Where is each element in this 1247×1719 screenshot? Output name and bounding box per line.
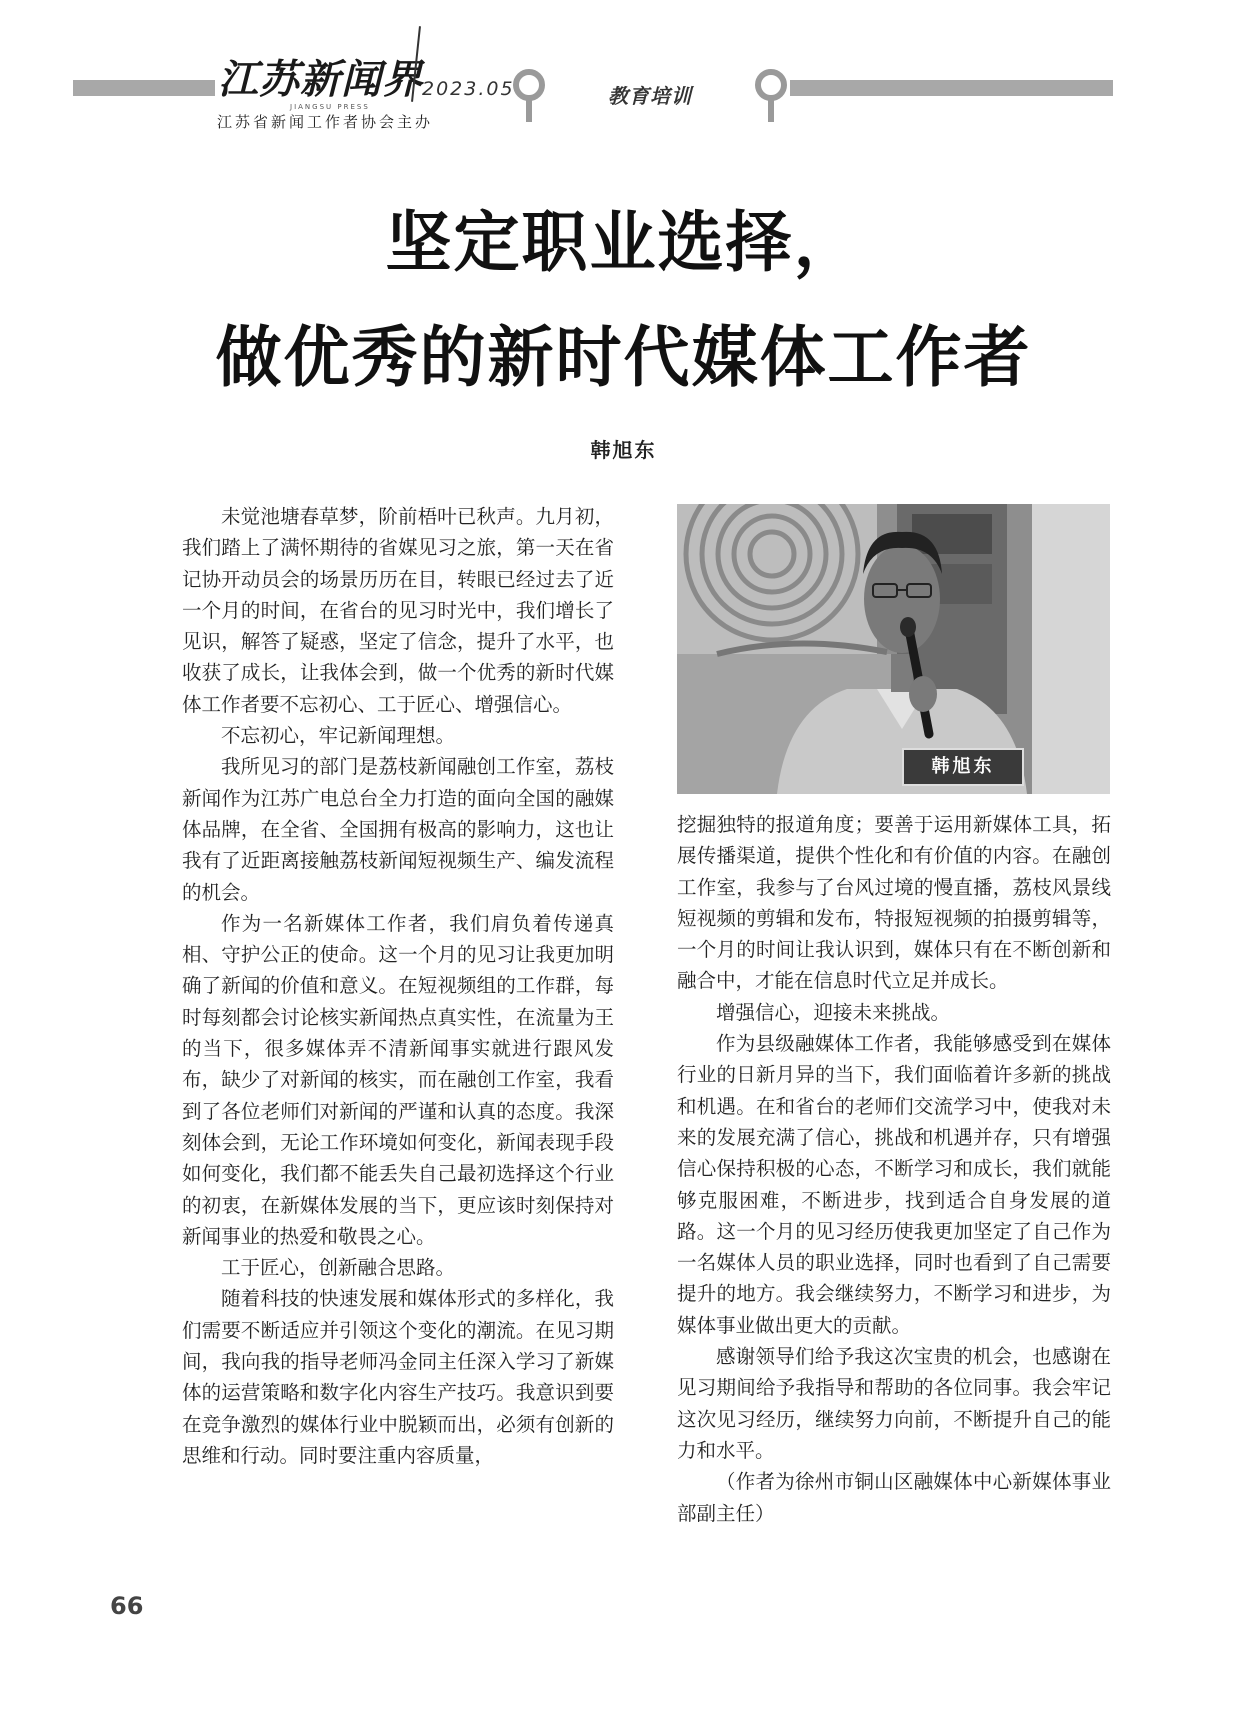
subheading: 工于匠心，创新融合思路。 — [221, 1256, 456, 1280]
subheading: 不忘初心，牢记新闻理想。 — [221, 724, 456, 748]
article-column-right — [677, 809, 1111, 1529]
paragraph: 感谢领导们给予我这次宝贵的机会，也感谢在见习期间给予我指导和帮助的各位同事。我会牢记这次见习经历，继续努力向前，不断提升自己的能力和水平。 — [677, 1345, 1111, 1462]
paragraph: 未觉池塘春草梦，阶前梧叶已秋声。九月初，我们踏上了满怀期待的省媒见习之旅，第一天在省记协开动员会的场景历历在目，转眼已经过去了近一个月的时间，在省台的见习时光中，我们增长了见识，解答了疑惑，坚定了信念，提升了水平，也收获了成长，让我体会到，做一个优秀的新时代媒体工作者要不忘初心、工于匠心、增强信心。 — [182, 505, 614, 716]
header-bar-right — [790, 80, 1113, 96]
author-note: （作者为徐州市铜山区融媒体中心新媒体事业部副主任） — [677, 1470, 1111, 1525]
magazine-logo: 江苏新闻界 — [218, 57, 423, 103]
issue-date: 2023.05 — [422, 78, 515, 100]
map-pin-icon — [512, 68, 546, 124]
map-pin-icon — [754, 68, 788, 124]
article-column-left — [182, 501, 614, 1471]
speaker-photo-illustration — [677, 504, 1110, 794]
article-author: 韩旭东 — [590, 438, 657, 462]
section-name: 教育培训 — [608, 84, 692, 108]
paragraph: 我所见习的部门是荔枝新闻融创工作室，荔枝新闻作为江苏广电总台全力打造的面向全国的融媒体品牌，在全省、全国拥有极高的影响力，这也让我有了近距离接触荔枝新闻短视频生产、编发流程的机会。 — [182, 755, 614, 904]
article-title-line1: 坚定职业选择， — [385, 204, 862, 281]
page-number: 66 — [110, 1592, 144, 1620]
paragraph-continued: 挖掘独特的报道角度；要善于运用新媒体工具，拓展传播渠道，提供个性化和有价值的内容。在融创工作室，我参与了台风过境的慢直播，荔枝风景线短视频的剪辑和发布，特报短视频的拍摄剪辑等，一个月的时间让我认识到，媒体只有在不断创新和融合中，才能在信息时代立足并成长。 — [677, 813, 1111, 993]
photo-nameplate: 韩旭东 — [902, 748, 1024, 786]
paragraph: 作为一名新媒体工作者，我们肩负着传递真相、守护公正的使命。这一个月的见习让我更加明确了新闻的价值和意义。在短视频组的工作群，每时每刻都会讨论核实新闻热点真实性，在流量为王的当下，很多媒体弄不清新闻事实就进行跟风发布，缺少了对新闻的核实，而在融创工作室，我看到了各位老师们对新闻的严谨和认真的态度。我深刻体会到，无论工作环境如何变化，新闻表现手段如何变化，我们都不能丢失自己最初选择这个行业的初衷，在新媒体发展的当下，更应该时刻保持对新闻事业的热爱和敬畏之心。 — [182, 911, 614, 1248]
author-photo — [677, 504, 1110, 794]
subheading: 增强信心，迎接未来挑战。 — [716, 1000, 951, 1024]
paragraph: 随着科技的快速发展和媒体形式的多样化，我们需要不断适应并引领这个变化的潮流。在见习期间，我向我的指导老师冯金同主任深入学习了新媒体的运营策略和数字化内容生产技巧。我意识到要在竞争激烈的媒体行业中脱颖而出，必须有创新的思维和行动。同时要注重内容质量， — [182, 1287, 614, 1467]
magazine-logo-en: JIANGSU PRESS — [290, 103, 370, 111]
paragraph: 作为县级融媒体工作者，我能够感受到在媒体行业的日新月异的当下，我们面临着许多新的挑战和机遇。在和省台的老师们交流学习中，使我对未来的发展充满了信心，挑战和机遇并存，只有增强信心保持积极的心态，不断学习和成长，我们就能够克服困难，不断进步，找到适合自身发展的道路。这一个月的见习经历使我更加坚定了自己作为一名媒体人员的职业选择，同时也看到了自己需要提升的地方。我会继续努力，不断学习和进步，为媒体事业做出更大的贡献。 — [677, 1032, 1111, 1337]
article-title-line2: 做优秀的新时代媒体工作者 — [215, 319, 1032, 396]
header-bar-left — [73, 80, 215, 96]
organizer: 江苏省新闻工作者协会主办 — [217, 113, 434, 131]
